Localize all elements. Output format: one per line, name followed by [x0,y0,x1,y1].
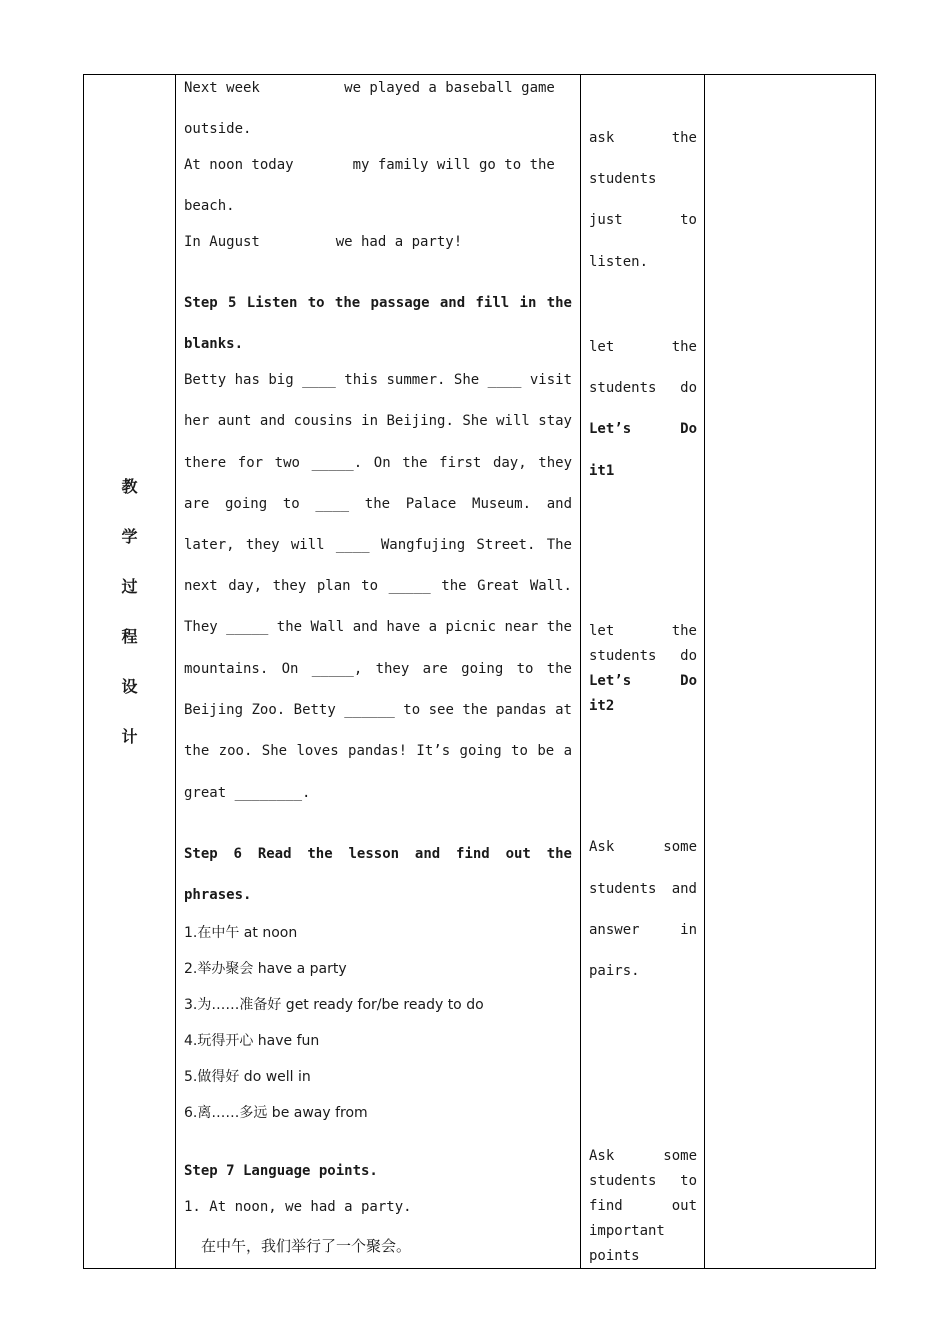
note-line: students do [589,380,697,396]
note-line: students do [589,648,697,664]
note-line: just to [589,212,697,228]
note-line: students [589,171,657,187]
column-divider [580,75,581,1268]
note-line: pairs. [589,963,640,979]
step-heading: Step 7 Language points. [184,1163,378,1179]
note-line: students to [589,1173,697,1189]
step-heading: Step 5 Listen to the passage and fill in the [184,295,572,311]
note-line: Let’s Do [589,421,697,437]
note-line: answer in [589,922,697,938]
passage-line: great ________. [184,785,311,801]
text-line: beach. [184,198,235,214]
passage-line: there for two _____. On the first day, they [184,455,572,471]
label-char: 教 [121,477,138,496]
phrase-item: 2.举办聚会 have a party [184,961,347,977]
note-line: Ask some [589,839,697,855]
phrase-item: 3.为……准备好 get ready for/be ready to do [184,997,484,1013]
note-line: Let’s Do [589,673,697,689]
label-char: 设 [121,677,138,696]
passage-line: next day, they plan to _____ the Great Wall. [184,578,572,594]
step-heading: blanks. [184,336,244,352]
lesson-plan-table [83,74,876,1269]
label-char: 过 [121,577,138,596]
passage-line: are going to ____ the Palace Museum. and [184,496,572,512]
note-line: it1 [589,463,615,479]
note-line: points [589,1248,640,1264]
note-line: let the [589,623,697,639]
section-label-column [84,75,175,1268]
note-line: Ask some [589,1148,697,1164]
note-line: find out [589,1198,697,1214]
phrase-item: 5.做得好 do well in [184,1069,311,1085]
step-heading: phrases. [184,887,252,903]
section-label [84,473,175,773]
text-line: At noon today my family will go to the [184,157,555,173]
passage-line: mountains. On _____, they are going to the [184,661,572,677]
note-line: let the [589,339,697,355]
note-line: ask the [589,130,697,146]
text-line: In August we had a party! [184,234,463,250]
label-char: 计 [121,727,138,746]
label-char: 学 [121,527,138,546]
note-line: important [589,1223,665,1239]
column-divider [175,75,176,1268]
label-char: 程 [121,627,138,646]
passage-line: the zoo. She loves pandas! It’s going to be a [184,743,572,759]
column-divider [704,75,705,1268]
phrase-item: 4.玩得开心 have fun [184,1033,320,1049]
step-heading: Step 6 Read the lesson and find out the [184,846,572,862]
passage-line: They _____ the Wall and have a picnic near the [184,619,572,635]
note-line: it2 [589,698,615,714]
passage-line: Beijing Zoo. Betty ______ to see the pandas at [184,702,572,718]
passage-line: her aunt and cousins in Beijing. She will stay [184,413,572,429]
language-point: 1. At noon, we had a party. [184,1199,412,1215]
note-line: students and [589,881,697,897]
passage-line: later, they will ____ Wangfujing Street. The [184,537,572,553]
text-line: Next week we played a baseball game [184,80,555,96]
language-point-translation: 在中午，我们举行了一个聚会。 [201,1237,412,1255]
text-line: outside. [184,121,252,137]
note-line: listen. [589,254,649,270]
passage-line: Betty has big ____ this summer. She ____ visit [184,372,572,388]
phrase-item: 6.离……多远 be away from [184,1105,368,1121]
phrase-item: 1.在中午 at noon [184,925,298,941]
